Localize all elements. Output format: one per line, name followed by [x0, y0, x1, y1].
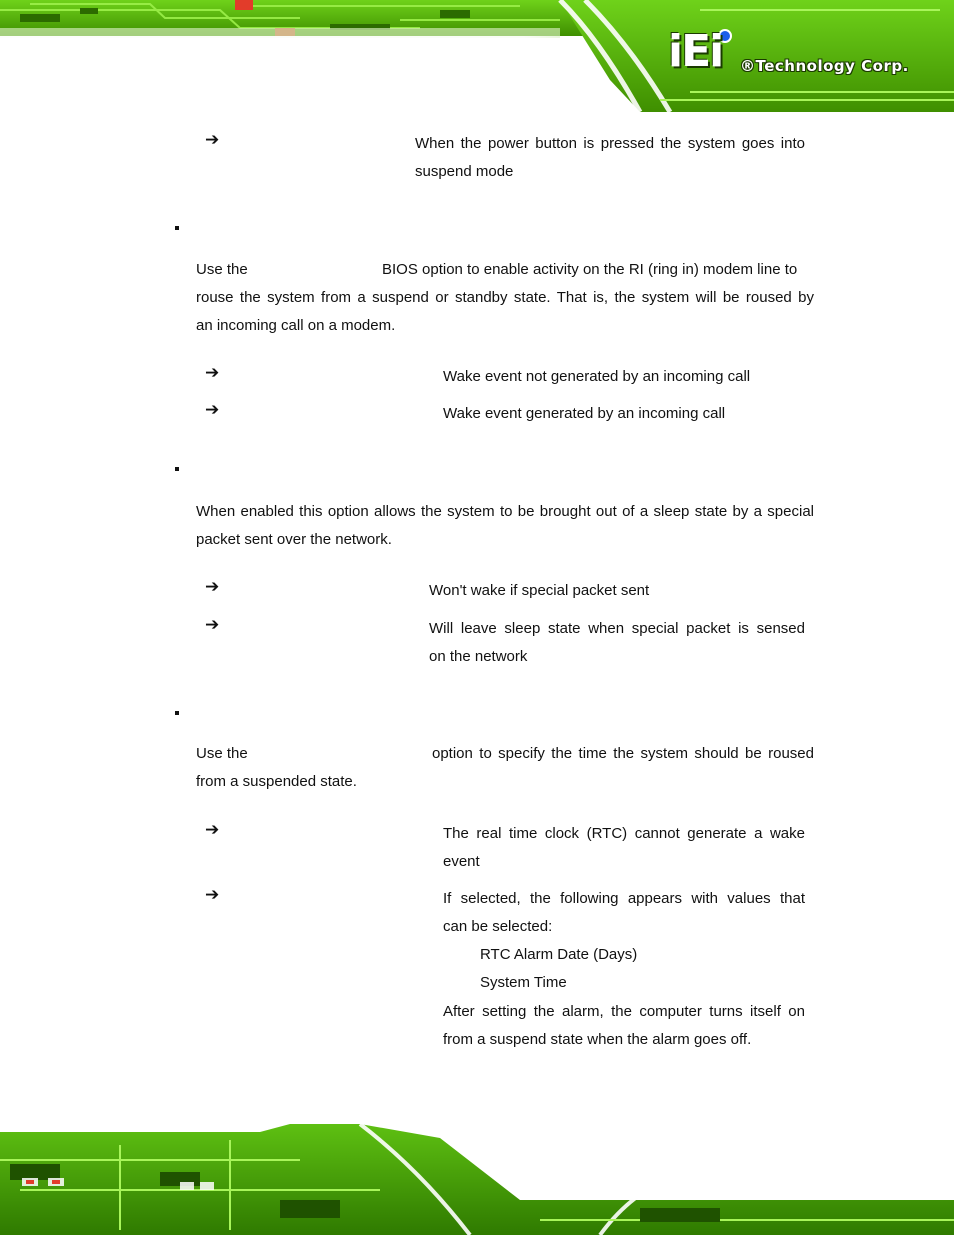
arrow-icon: ➔	[205, 615, 220, 634]
arrow-icon: ➔	[205, 130, 220, 149]
option-description: can be selected:	[443, 918, 553, 935]
paragraph-text: Use the	[196, 745, 248, 762]
arrow-icon: ➔	[205, 820, 220, 839]
square-bullet-icon	[175, 467, 179, 471]
option-description: After setting the alarm, the computer turns itself on	[443, 1003, 805, 1020]
circuit-board-footer-graphic	[0, 1120, 954, 1235]
iei-logo-mark: iEi	[668, 26, 723, 77]
paragraph-text: packet sent over the network.	[196, 531, 392, 548]
option-description: When the power button is pressed the system goes into	[415, 135, 805, 152]
option-description: from a suspend state when the alarm goes off.	[443, 1031, 752, 1048]
arrow-icon: ➔	[205, 400, 220, 419]
paragraph-text: BIOS option to enable activity on the RI (ring in) modem line to	[382, 261, 798, 278]
arrow-icon: ➔	[205, 577, 220, 596]
sub-option-item: System Time	[480, 974, 567, 991]
circuit-board-header-graphic	[0, 0, 954, 112]
option-description: Will leave sleep state when special packet is sensed	[429, 620, 805, 637]
option-description: event	[443, 853, 480, 870]
square-bullet-icon	[175, 711, 179, 715]
paragraph-text: option to specify the time the system should be roused	[432, 745, 814, 762]
page-footer-banner	[0, 1120, 954, 1235]
page-header-banner	[0, 0, 954, 112]
arrow-icon: ➔	[205, 363, 220, 382]
sub-option-item: RTC Alarm Date (Days)	[480, 946, 638, 963]
paragraph-text: from a suspended state.	[196, 773, 357, 790]
arrow-icon: ➔	[205, 885, 220, 904]
paragraph-text: When enabled this option allows the system to be brought out of a sleep state by a special	[196, 503, 814, 520]
paragraph-text: an incoming call on a modem.	[196, 317, 396, 334]
option-description: suspend mode	[415, 163, 514, 180]
option-description: Won't wake if special packet sent	[429, 582, 650, 599]
square-bullet-icon	[175, 226, 179, 230]
option-description: The real time clock (RTC) cannot generate a wake	[443, 825, 805, 842]
iei-brand-name: ®Technology Corp.	[740, 57, 909, 75]
paragraph-text: rouse the system from a suspend or standby state. That is, the system will be roused by	[196, 289, 814, 306]
option-description: If selected, the following appears with values that	[443, 890, 805, 907]
paragraph-text: Use the	[196, 261, 248, 278]
option-description: on the network	[429, 648, 528, 665]
option-description: Wake event generated by an incoming call	[443, 405, 726, 422]
option-description: Wake event not generated by an incoming call	[443, 368, 751, 385]
